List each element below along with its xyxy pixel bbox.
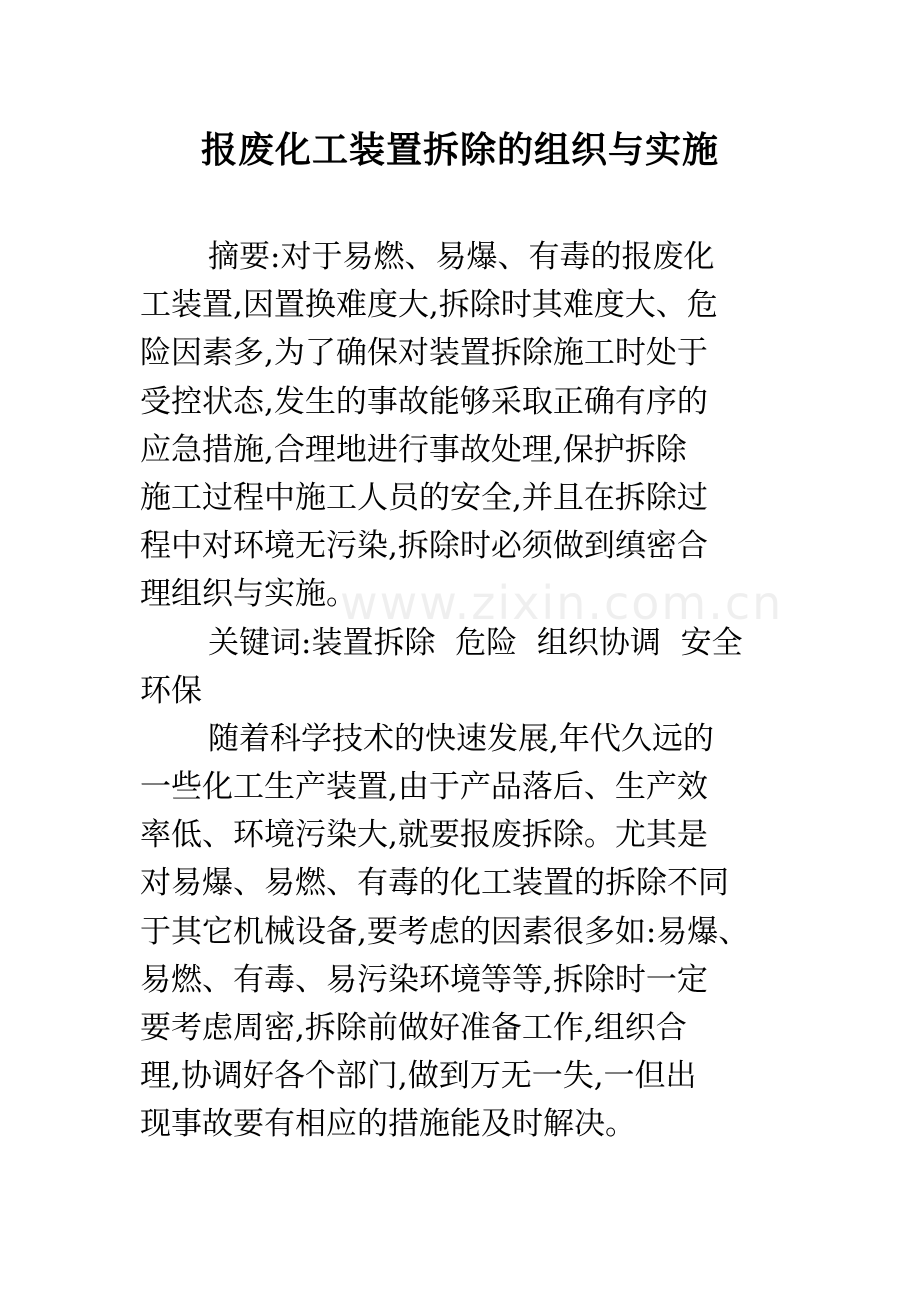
abstract-line: 理组织与实施。 xyxy=(140,576,357,613)
keywords-line: 环保 xyxy=(140,672,202,709)
abstract-line: 受控状态,发生的事故能够采取正确有序的 xyxy=(140,383,708,420)
paragraph-line: 随着科学技术的快速发展,年代久远的 xyxy=(208,720,714,757)
watermark: www.zixin.com.cn xyxy=(340,576,784,630)
abstract-line: 应急措施,合理地进行事故处理,保护拆除 xyxy=(140,431,687,468)
abstract-line: 险因素多,为了确保对装置拆除施工时处于 xyxy=(140,335,708,372)
document-title: 报废化工装置拆除的组织与实施 xyxy=(200,129,719,171)
paragraph-line: 理,协调好各个部门,做到万无一失,一但出 xyxy=(140,1058,697,1095)
abstract-line: 施工过程中施工人员的安全,并且在拆除过 xyxy=(140,479,708,516)
keywords-line: 关键词:装置拆除 危险 组织协调 安全 xyxy=(208,624,743,661)
paragraph-line: 一些化工生产装置,由于产品落后、生产效 xyxy=(140,769,708,806)
paragraph-line: 率低、环境污染大,就要报废拆除。尤其是 xyxy=(140,817,708,854)
paragraph-line: 易燃、有毒、易污染环境等等,拆除时一定 xyxy=(140,961,708,998)
document-body xyxy=(140,233,800,1149)
abstract-line: 程中对环境无污染,拆除时必须做到缜密合 xyxy=(140,528,708,565)
paragraph-line: 于其它机械设备,要考虑的因素很多如:易爆、 xyxy=(140,913,750,950)
paragraph-line: 现事故要有相应的措施能及时解决。 xyxy=(140,1106,636,1143)
abstract-line: 工装置,因置换难度大,拆除时其难度大、危 xyxy=(140,287,718,324)
abstract-line: 摘要:对于易燃、易爆、有毒的报废化 xyxy=(208,239,715,275)
paragraph-line: 对易爆、易燃、有毒的化工装置的拆除不同 xyxy=(140,865,729,902)
paragraph-line: 要考虑周密,拆除前做好准备工作,组织合 xyxy=(140,1010,687,1046)
